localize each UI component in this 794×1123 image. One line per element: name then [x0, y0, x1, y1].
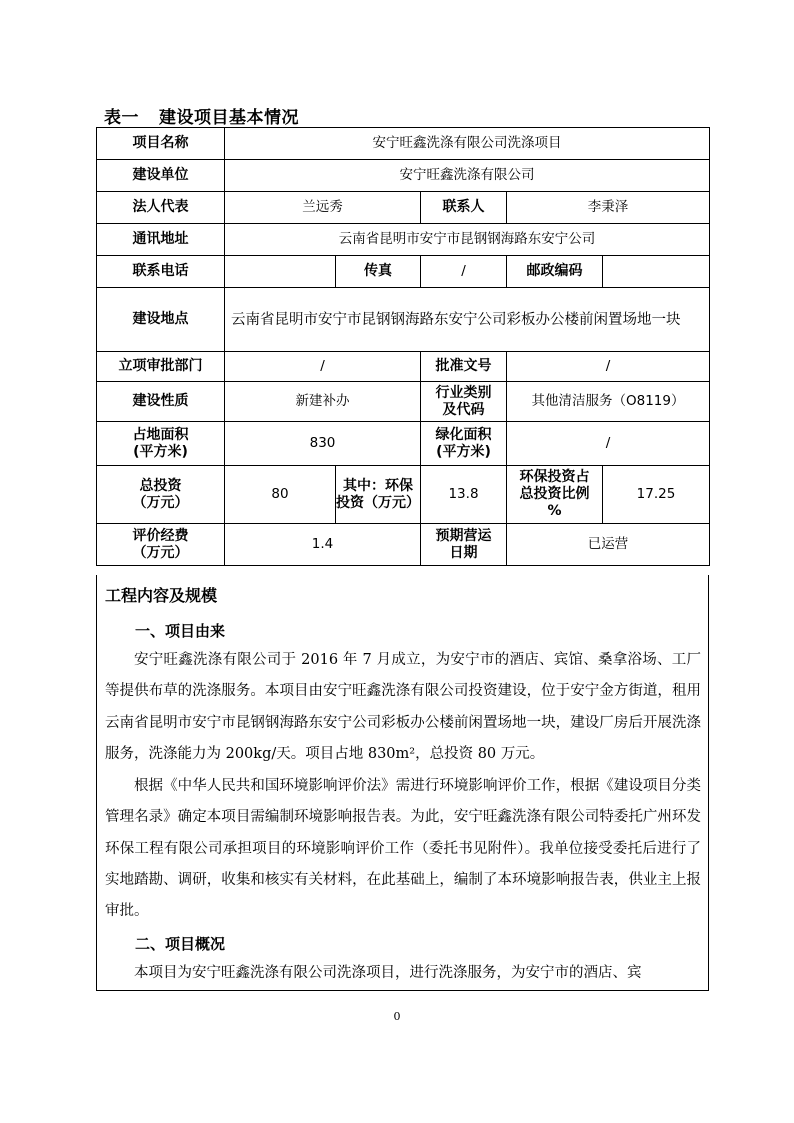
- page-number: 0: [393, 1010, 401, 1023]
- unit-value: 安宁旺鑫洗涤有限公司: [225, 160, 710, 192]
- row-project-name: [97, 128, 710, 160]
- nature-label: 建设性质: [97, 382, 225, 422]
- project-name-label: 项目名称: [97, 128, 225, 160]
- site-value: 云南省昆明市安宁市昆钢钢海路东安宁公司彩板办公楼前闲置场地一块: [225, 288, 710, 352]
- industry-label: 行业类别 及代码: [421, 382, 507, 422]
- title-prefix: 表一: [104, 108, 139, 128]
- page-title: [104, 103, 299, 128]
- approval-dept-value: /: [225, 352, 421, 382]
- site-label: 建设地点: [97, 288, 225, 352]
- ratio-label: 环保投资占 总投资比例 %: [507, 466, 603, 524]
- row-site: [97, 288, 710, 352]
- unit-label: 建设单位: [97, 160, 225, 192]
- project-name-value: 安宁旺鑫洗涤有限公司洗涤项目: [225, 128, 710, 160]
- row-invest: [97, 466, 710, 524]
- approval-no-label: 批准文号: [421, 352, 507, 382]
- subsection-origin: 一、项目由来: [135, 622, 226, 640]
- green-label: 绿化面积 (平方米): [421, 422, 507, 466]
- fax-value: /: [421, 256, 507, 288]
- invest-value: 80: [225, 466, 336, 524]
- fax-label: 传真: [336, 256, 421, 288]
- env-invest-label: 其中：环保 投资（万元）: [336, 466, 421, 524]
- row-legal: [97, 192, 710, 224]
- postcode-value: [603, 256, 710, 288]
- row-phone: [97, 256, 710, 288]
- approval-no-value: /: [507, 352, 710, 382]
- legal-rep-label: 法人代表: [97, 192, 225, 224]
- area-label: 占地面积 (平方米): [97, 422, 225, 466]
- row-fee: [97, 524, 710, 566]
- title-text: 建设项目基本情况: [159, 108, 299, 128]
- nature-value: 新建补办: [225, 382, 421, 422]
- area-value: 830: [225, 422, 421, 466]
- legal-rep-value: 兰远秀: [225, 192, 421, 224]
- ratio-value: 17.25: [603, 466, 710, 524]
- phone-label: 联系电话: [97, 256, 225, 288]
- contact-label: 联系人: [421, 192, 507, 224]
- env-invest-value: 13.8: [421, 466, 507, 524]
- address-value: 云南省昆明市安宁市昆钢钢海路东安宁公司: [225, 224, 710, 256]
- postcode-label: 邮政编码: [507, 256, 603, 288]
- industry-value: 其他清洁服务（O8119）: [507, 382, 710, 422]
- op-date-label: 预期营运 日期: [421, 524, 507, 566]
- row-area: [97, 422, 710, 466]
- row-address: [97, 224, 710, 256]
- phone-value: [225, 256, 336, 288]
- row-nature: [97, 382, 710, 422]
- contact-value: 李秉泽: [507, 192, 710, 224]
- section-title: 工程内容及规模: [105, 586, 218, 605]
- address-label: 通讯地址: [97, 224, 225, 256]
- row-approval: [97, 352, 710, 382]
- paragraph-overview: 本项目为安宁旺鑫洗涤有限公司洗涤项目，进行洗涤服务，为安宁市的酒店、宾: [134, 965, 642, 981]
- basic-info-table: [96, 127, 710, 566]
- paragraph-origin: 安宁旺鑫洗涤有限公司于 2016 年 7 月成立，为安宁市的酒店、宾馆、桑拿浴场、工厂等提供布草的洗涤服务。本项目由安宁旺鑫洗涤有限公司投资建设，位于安宁金方街道，租用云南省昆明市安宁市昆钢钢海路东安宁公司彩板办公楼前闲置场地一块，建设厂房后开展洗涤服务，洗涤能力为 200kg/天。项目占地 830m²，总投资 80 万元。: [105, 652, 701, 762]
- fee-label: 评价经费 （万元）: [97, 524, 225, 566]
- row-unit: [97, 160, 710, 192]
- op-date-value: 已运营: [507, 524, 710, 566]
- green-value: /: [507, 422, 710, 466]
- paragraph-assessment: 根据《中华人民共和国环境影响评价法》需进行环境影响评价工作，根据《建设项目分类管理名录》确定本项目需编制环境影响报告表。为此，安宁旺鑫洗涤有限公司特委托广州环发环保工程有限公司承担项目的环境影响评价工作（委托书见附件）。我单位接受委托后进行了实地踏勘、调研，收集和核实有关材料，在此基础上，编制了本环境影响报告表，供业主上报审批。: [105, 778, 701, 920]
- approval-dept-label: 立项审批部门: [97, 352, 225, 382]
- project-content-box: [96, 575, 709, 991]
- invest-label: 总投资 （万元）: [97, 466, 225, 524]
- subsection-overview: 二、项目概况: [135, 935, 226, 953]
- fee-value: 1.4: [225, 524, 421, 566]
